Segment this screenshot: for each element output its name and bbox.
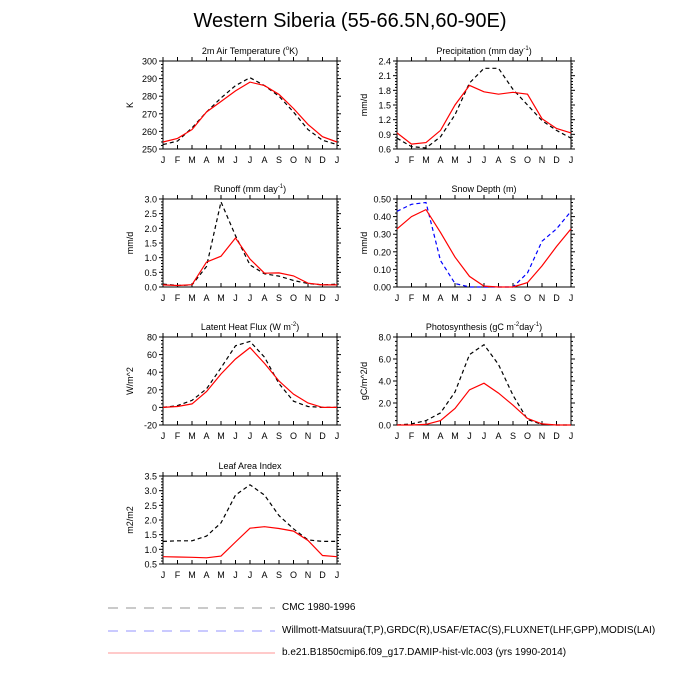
y-tick-label: 0.20 <box>373 247 391 258</box>
x-tick-label: A <box>261 293 268 303</box>
x-tick-label: A <box>495 293 502 303</box>
x-tick-label: O <box>289 155 298 165</box>
plot-frame <box>163 61 337 149</box>
x-tick-label: F <box>408 293 415 303</box>
title-superscript: -1 <box>533 322 540 328</box>
x-tick-label: A <box>203 293 210 303</box>
x-tick-label: J <box>467 293 472 303</box>
x-tick-label: N <box>538 431 546 441</box>
panel-2 <box>125 184 341 303</box>
y-tick-label: 2.4 <box>378 56 391 67</box>
x-tick-label: J <box>160 431 166 441</box>
series-observations-line <box>397 68 571 148</box>
series-model-line <box>397 210 571 287</box>
plot-frame <box>163 199 337 287</box>
panel-title <box>202 46 298 56</box>
x-tick-label: M <box>217 155 225 165</box>
y-tick-label: 1.5 <box>144 530 157 541</box>
title-superscript: o <box>285 46 290 52</box>
panel-3 <box>359 184 575 303</box>
plot-frame <box>163 476 337 564</box>
x-tick-label: D <box>553 431 560 441</box>
y-tick-label: 0.9 <box>378 129 391 140</box>
x-tick-label: O <box>289 570 298 580</box>
series-model-line <box>397 383 571 425</box>
x-tick-label: N <box>304 155 312 165</box>
x-tick-label: J <box>160 155 166 165</box>
x-tick-label: D <box>319 155 326 165</box>
y-axis-label: mm/d <box>359 231 369 255</box>
x-tick-label: D <box>553 293 560 303</box>
series-observations-line <box>163 202 337 286</box>
y-tick-label: 0.0 <box>378 420 391 431</box>
x-tick-label: A <box>437 431 444 441</box>
y-axis-label: W/m^2 <box>125 367 135 395</box>
plot-frame <box>163 337 337 425</box>
title-superscript: -2 <box>290 322 297 328</box>
x-tick-label: J <box>568 431 574 441</box>
series-model-line <box>163 238 337 286</box>
x-tick-label: M <box>451 293 459 303</box>
title-text: Runoff (mm day <box>213 184 278 194</box>
y-axis-label: mm/d <box>359 93 369 117</box>
y-tick-label: 6.0 <box>378 354 391 365</box>
y-axis-label: mm/d <box>125 231 135 255</box>
y-tick-label: 290 <box>141 74 157 85</box>
x-tick-label: J <box>247 293 253 303</box>
series-model-line <box>163 527 337 558</box>
panel-title <box>451 184 516 194</box>
x-tick-label: N <box>304 293 312 303</box>
panel-title <box>214 184 286 194</box>
x-tick-label: M <box>188 293 196 303</box>
y-axis-label: m2/m2 <box>125 506 135 534</box>
plot-frame <box>397 61 571 149</box>
x-tick-label: J <box>467 155 472 165</box>
x-tick-label: N <box>304 431 312 441</box>
x-tick-label: J <box>247 570 253 580</box>
y-tick-label: 2.1 <box>378 71 391 82</box>
y-tick-label: 0.5 <box>144 559 157 570</box>
y-tick-label: 20 <box>146 385 157 396</box>
y-axis-label: gC/m^2/d <box>359 361 369 401</box>
x-tick-label: O <box>523 155 532 165</box>
x-tick-label: A <box>437 155 444 165</box>
y-tick-label: 4.0 <box>378 376 391 387</box>
x-tick-label: J <box>247 155 253 165</box>
title-text: Latent Heat Flux (W m <box>200 322 291 332</box>
title-text: Leaf Area Index <box>218 461 282 471</box>
panel-5 <box>359 322 575 441</box>
x-tick-label: J <box>247 431 253 441</box>
series-observations-line <box>163 485 337 542</box>
x-tick-label: J <box>394 293 400 303</box>
y-tick-label: 40 <box>146 367 157 378</box>
y-tick-label: 1.5 <box>144 238 157 249</box>
x-tick-label: J <box>160 293 166 303</box>
y-tick-label: 3.5 <box>144 471 157 482</box>
x-tick-label: A <box>203 155 210 165</box>
y-tick-label: 2.5 <box>144 500 157 511</box>
title-text: Snow Depth (m) <box>451 184 517 194</box>
series-observations-line <box>163 78 337 145</box>
y-tick-label: 2.0 <box>378 398 391 409</box>
y-tick-label: 2.5 <box>144 209 157 220</box>
x-tick-label: J <box>233 570 238 580</box>
y-tick-label: 250 <box>141 144 157 155</box>
x-tick-label: S <box>275 570 283 580</box>
y-tick-label: 3.0 <box>144 486 157 497</box>
series-observations-line <box>397 345 571 425</box>
y-tick-label: 60 <box>146 350 157 361</box>
series-observations-line <box>397 203 571 288</box>
title-text: day <box>519 322 534 332</box>
title-text: ) <box>296 322 300 332</box>
y-tick-label: 1.0 <box>144 253 157 264</box>
y-tick-label: 280 <box>141 91 157 102</box>
x-tick-label: N <box>538 293 546 303</box>
x-tick-label: M <box>451 431 459 441</box>
x-tick-label: A <box>261 431 268 441</box>
y-tick-label: 2.0 <box>144 223 157 234</box>
panel-title <box>426 322 542 332</box>
x-tick-label: M <box>451 155 459 165</box>
series-model-line <box>397 85 571 144</box>
y-tick-label: 0.10 <box>373 264 391 275</box>
legend-label-cmc: CMC 1980-1996 <box>282 602 356 613</box>
x-tick-label: A <box>495 155 502 165</box>
x-tick-label: J <box>233 293 238 303</box>
x-tick-label: S <box>275 431 283 441</box>
y-tick-label: 8.0 <box>378 332 391 343</box>
x-tick-label: J <box>334 570 340 580</box>
plot-frame <box>397 337 571 425</box>
x-tick-label: F <box>174 431 181 441</box>
title-text: Photosynthesis (gC m <box>425 322 514 332</box>
plot-frame <box>397 199 571 287</box>
x-tick-label: D <box>319 431 326 441</box>
x-tick-label: M <box>422 155 430 165</box>
x-tick-label: D <box>319 570 326 580</box>
x-tick-label: O <box>289 431 298 441</box>
panel-title <box>218 461 282 471</box>
y-tick-label: 0.30 <box>373 229 391 240</box>
x-tick-label: S <box>509 431 517 441</box>
y-tick-label: 0.40 <box>373 212 391 223</box>
x-tick-label: S <box>275 293 283 303</box>
y-tick-label: 0.0 <box>144 282 157 293</box>
x-tick-label: J <box>233 155 238 165</box>
title-text: 2m Air Temperature ( <box>201 46 286 56</box>
x-tick-label: A <box>437 293 444 303</box>
x-tick-label: F <box>174 293 181 303</box>
y-tick-label: 0 <box>151 402 157 413</box>
x-tick-label: J <box>334 293 340 303</box>
y-tick-label: 0.5 <box>144 267 157 278</box>
y-tick-label: 0.00 <box>373 282 391 293</box>
legend-label-other-obs: Willmott-Matsuura(T,P),GRDC(R),USAF/ETAC(S),FLUXNET(LHF,GPP),MODIS(LAI) <box>282 625 656 636</box>
x-tick-label: F <box>174 570 181 580</box>
x-tick-label: J <box>481 293 487 303</box>
y-tick-label: 300 <box>141 56 157 67</box>
x-tick-label: J <box>160 570 166 580</box>
y-tick-label: -20 <box>143 420 157 431</box>
title-superscript: -1 <box>277 184 284 190</box>
x-tick-label: J <box>334 431 340 441</box>
x-tick-label: J <box>334 155 340 165</box>
x-tick-label: D <box>319 293 326 303</box>
x-tick-label: J <box>233 431 238 441</box>
series-model-line <box>163 348 337 408</box>
x-tick-label: M <box>188 431 196 441</box>
series-model-line <box>163 82 337 142</box>
series-observations-line <box>163 341 337 407</box>
y-tick-label: 0.50 <box>373 194 391 205</box>
x-tick-label: S <box>509 293 517 303</box>
y-tick-label: 260 <box>141 126 157 137</box>
x-tick-label: J <box>394 155 400 165</box>
panel-4 <box>125 322 341 441</box>
y-axis-label: K <box>125 101 135 109</box>
y-tick-label: 1.0 <box>144 544 157 555</box>
panel-0 <box>125 46 341 165</box>
x-tick-label: A <box>261 155 268 165</box>
title-superscript: -2 <box>513 322 520 328</box>
x-tick-label: A <box>203 431 210 441</box>
y-tick-label: 270 <box>141 109 157 120</box>
title-superscript: -1 <box>523 46 529 52</box>
panel-title <box>436 46 531 56</box>
y-tick-label: 1.8 <box>378 85 391 96</box>
title-text: Precipitation (mm day <box>436 46 524 56</box>
x-tick-label: J <box>481 155 487 165</box>
x-tick-label: M <box>422 293 430 303</box>
x-tick-label: J <box>481 431 487 441</box>
y-tick-label: 1.2 <box>378 115 391 126</box>
x-tick-label: M <box>217 570 225 580</box>
title-text: ) <box>283 184 287 194</box>
x-tick-label: J <box>568 293 574 303</box>
x-tick-label: N <box>538 155 546 165</box>
x-tick-label: O <box>289 293 298 303</box>
title-text: K) <box>289 46 299 56</box>
figure-title: Western Siberia (55-66.5N,60-90E) <box>193 10 507 32</box>
panel-1 <box>359 46 575 165</box>
x-tick-label: J <box>467 431 472 441</box>
x-tick-label: O <box>523 293 532 303</box>
x-tick-label: M <box>217 431 225 441</box>
x-tick-label: S <box>509 155 517 165</box>
panel-title <box>201 322 299 332</box>
x-tick-label: M <box>217 293 225 303</box>
x-tick-label: F <box>408 155 415 165</box>
x-tick-label: A <box>261 570 268 580</box>
legend-label-model: b.e21.B1850cmip6.f09_g17.DAMIP-hist-vlc.003 (yrs 1990-2014) <box>282 647 567 658</box>
x-tick-label: A <box>495 431 502 441</box>
y-tick-label: 2.0 <box>144 515 157 526</box>
x-tick-label: O <box>523 431 532 441</box>
x-tick-label: J <box>568 155 574 165</box>
y-tick-label: 80 <box>146 332 157 343</box>
x-tick-label: D <box>553 155 560 165</box>
x-tick-label: M <box>188 570 196 580</box>
title-text: ) <box>528 46 532 56</box>
x-tick-label: S <box>275 155 283 165</box>
panel-6 <box>125 461 341 580</box>
y-tick-label: 1.5 <box>378 100 391 111</box>
title-text: ) <box>539 322 543 332</box>
y-tick-label: 3.0 <box>144 194 157 205</box>
x-tick-label: F <box>408 431 415 441</box>
x-tick-label: M <box>188 155 196 165</box>
x-tick-label: A <box>203 570 210 580</box>
x-tick-label: J <box>394 431 400 441</box>
x-tick-label: N <box>304 570 312 580</box>
x-tick-label: M <box>422 431 430 441</box>
x-tick-label: F <box>174 155 181 165</box>
y-tick-label: 0.6 <box>378 144 391 155</box>
